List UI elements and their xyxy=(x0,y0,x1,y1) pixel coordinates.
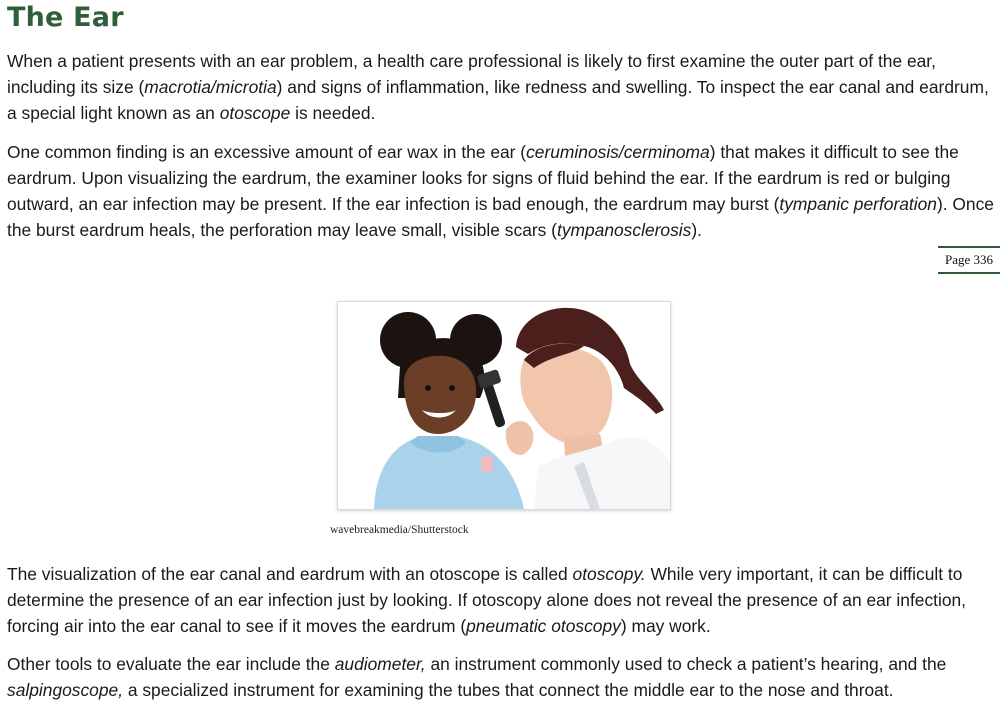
text: ). Once the burst eardrum heals, the perforation may leave small, visible scars ( xyxy=(7,194,994,240)
text: ) and signs of inflammation, like redness and swelling. To inspect the ear canal and eardrum, a special light known as an xyxy=(7,77,989,123)
term-audiometer: audiometer, xyxy=(334,654,426,674)
term-ceruminosis: ceruminosis/cerminoma xyxy=(526,142,710,162)
photo-otoscope-exam xyxy=(337,301,671,510)
text: a specialized instrument for examining the tubes that connect the middle ear to the nose and throat. xyxy=(123,680,894,700)
term-salpingoscope: salpingoscope, xyxy=(7,680,124,700)
text: ). xyxy=(691,220,702,240)
paragraph-ear-wax xyxy=(7,139,995,243)
term-tympanosclerosis: tympanosclerosis xyxy=(556,220,692,240)
paragraph-otoscopy xyxy=(7,561,995,639)
term-macrotia-microtia: macrotia/microtia xyxy=(144,77,277,97)
text: Other tools to evaluate the ear include the xyxy=(7,654,335,674)
term-pneumatic-otoscopy: pneumatic otoscopy xyxy=(466,616,621,636)
text: The visualization of the ear canal and eardrum with an otoscope is called xyxy=(7,564,573,584)
paragraph-outer-ear xyxy=(7,48,995,126)
text: ) that makes it difficult to see the eardrum. Upon visualizing the eardrum, the examiner looks for signs of fluid behind the ear. If the eardrum is red or bulging outward, an ear infection may be present. If the ear infection is bad enough, the eardrum may burst ( xyxy=(7,142,959,214)
text: While very important, it can be difficult to determine the presence of an ear infection just by looking. If otoscopy alone does not reveal the presence of an ear infection, forcing air into the ear canal to see if it moves the eardrum ( xyxy=(7,564,967,636)
text: is needed. xyxy=(290,103,376,123)
paragraph-other-tools xyxy=(7,651,995,703)
term-otoscope: otoscope xyxy=(219,103,291,123)
page-title: The Ear xyxy=(7,2,124,33)
term-tympanic-perforation: tympanic perforation xyxy=(779,194,937,214)
text: One common finding is an excessive amount of ear wax in the ear ( xyxy=(7,142,527,162)
photo-credit: wavebreakmedia/Shutterstock xyxy=(330,524,469,536)
page-number-marker: Page 336 xyxy=(938,246,1000,274)
term-otoscopy: otoscopy. xyxy=(572,564,646,584)
text: When a patient presents with an ear problem, a health care professional is likely to first examine the outer part of the ear, including its size ( xyxy=(7,51,936,97)
text: ) may work. xyxy=(620,616,711,636)
photo-illustration xyxy=(338,302,670,509)
text: an instrument commonly used to check a patient’s hearing, and the xyxy=(425,654,947,674)
